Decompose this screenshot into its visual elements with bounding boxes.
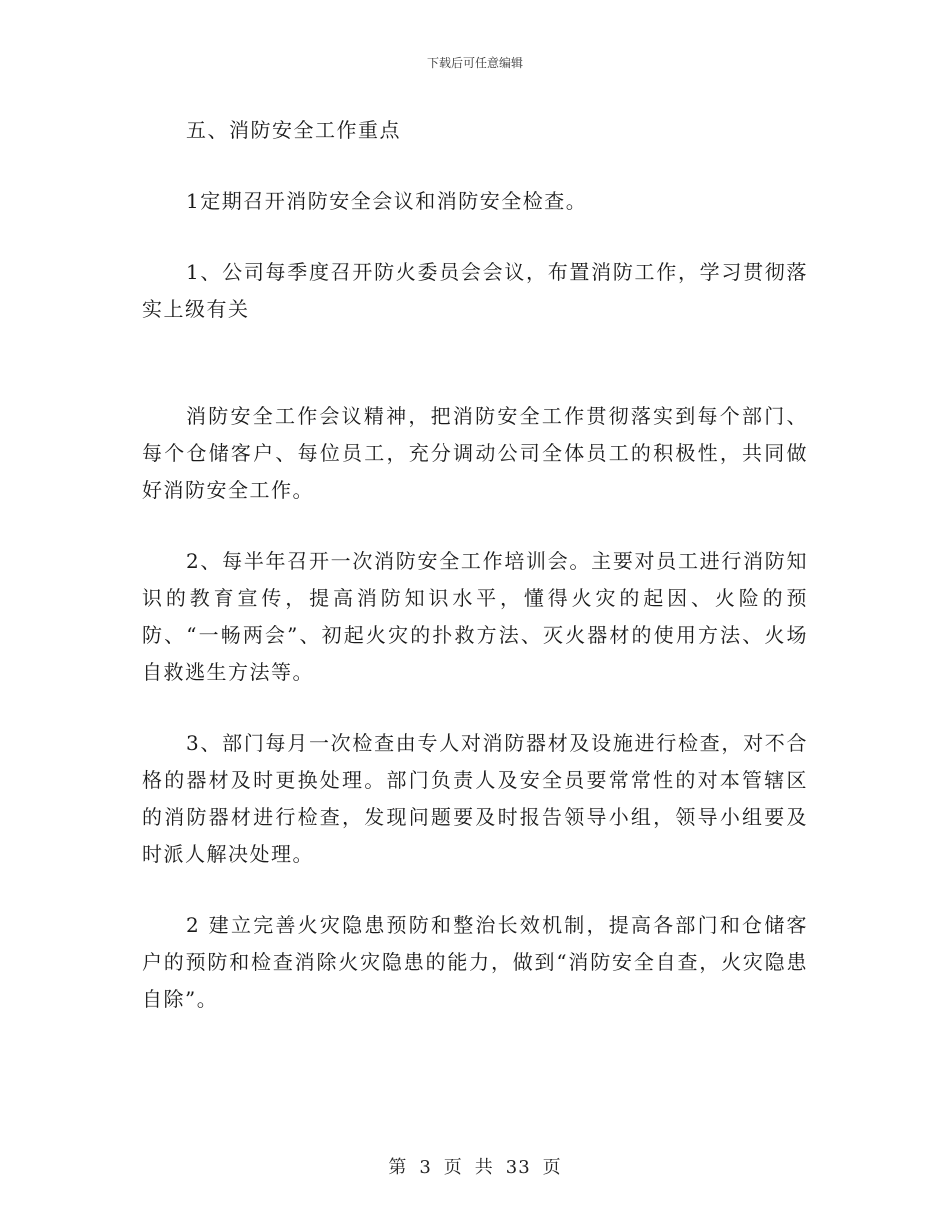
- paragraph-2: 1、公司每季度召开防火委员会会议，布置消防工作，学习贯彻落实上级有关: [142, 260, 808, 321]
- paragraph-5: 3、部门每月一次检查由专人对消防器材及设施进行检查，对不合格的器材及时更换处理。部门负责人及安全员要常常性的对本管辖区的消防器材进行检查，发现问题要及时报告领导小组，领导小组要及时派人解决处理。: [142, 731, 808, 866]
- current-page-number: 3: [419, 1157, 432, 1178]
- section-title: 五、消防安全工作重点: [186, 118, 401, 142]
- footer-page-word: 页: [443, 1157, 463, 1178]
- paragraph-3: 消防安全工作会议精神，把消防安全工作贯彻落实到每个部门、每个仓储客户、每位员工，充分调动公司全体员工的积极性，共同做好消防安全工作。: [142, 404, 808, 502]
- paragraph-1: 1定期召开消防安全会议和消防安全检查。: [186, 189, 588, 213]
- document-body: [142, 112, 808, 1018]
- total-page-count: 33: [505, 1157, 531, 1178]
- footer-prefix: 第: [388, 1157, 408, 1178]
- paragraph-4: 2、每半年召开一次消防安全工作培训会。主要对员工进行消防知识的教育宣传，提高消防知识水平，懂得火灾的起因、火险的预防、“一畅两会”、初起火灾的扑救方法、灭火器材的使用方法、火场自救逃生方法等。: [142, 549, 808, 684]
- page-footer: [0, 1153, 950, 1179]
- footer-suffix: 页: [542, 1157, 562, 1178]
- paragraph-6: 2 建立完善火灾隐患预防和整治长效机制，提高各部门和仓储客户的预防和检查消除火灾隐患的能力，做到“消防安全自查，火灾隐患自除”。: [142, 913, 808, 1011]
- footer-total-prefix: 共: [474, 1157, 494, 1178]
- header-note: 下载后可任意编辑: [426, 56, 523, 70]
